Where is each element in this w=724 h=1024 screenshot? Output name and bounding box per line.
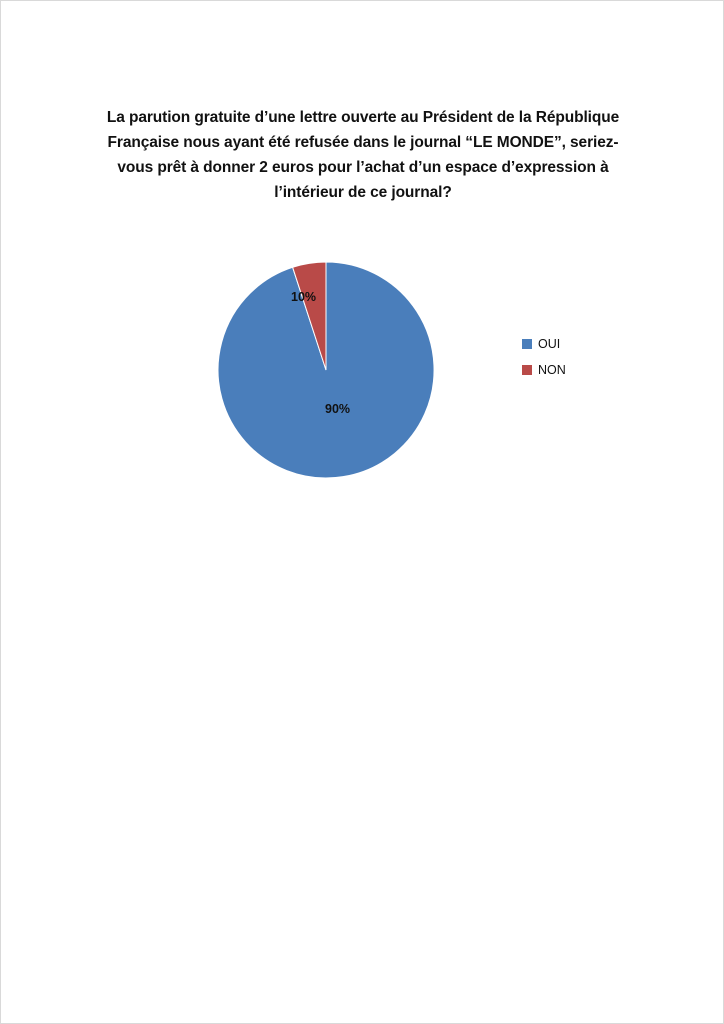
legend-swatch-icon-non <box>522 365 532 375</box>
legend-item-oui <box>522 331 642 357</box>
legend-item-non <box>522 357 642 383</box>
legend-label-oui: OUI <box>538 337 561 351</box>
chart-legend <box>522 331 642 383</box>
pie-chart <box>1 1 724 501</box>
pie-graphic <box>217 254 435 486</box>
pie-slice-label-non: 10% <box>291 290 317 304</box>
pie-svg <box>217 254 435 486</box>
pie-slice-label-oui: 90% <box>325 402 351 416</box>
legend-label-non: NON <box>538 363 566 377</box>
legend-swatch-icon-oui <box>522 339 532 349</box>
chart-title: La parution gratuite d’une lettre ouverte au Président de la République Française nous ayant été refusée dans le journal “LE MONDE”, seriez-vous prêt à donner 2 euros pour l’achat d’un espace d’expression à l’intérieur de ce journal? <box>106 109 620 201</box>
